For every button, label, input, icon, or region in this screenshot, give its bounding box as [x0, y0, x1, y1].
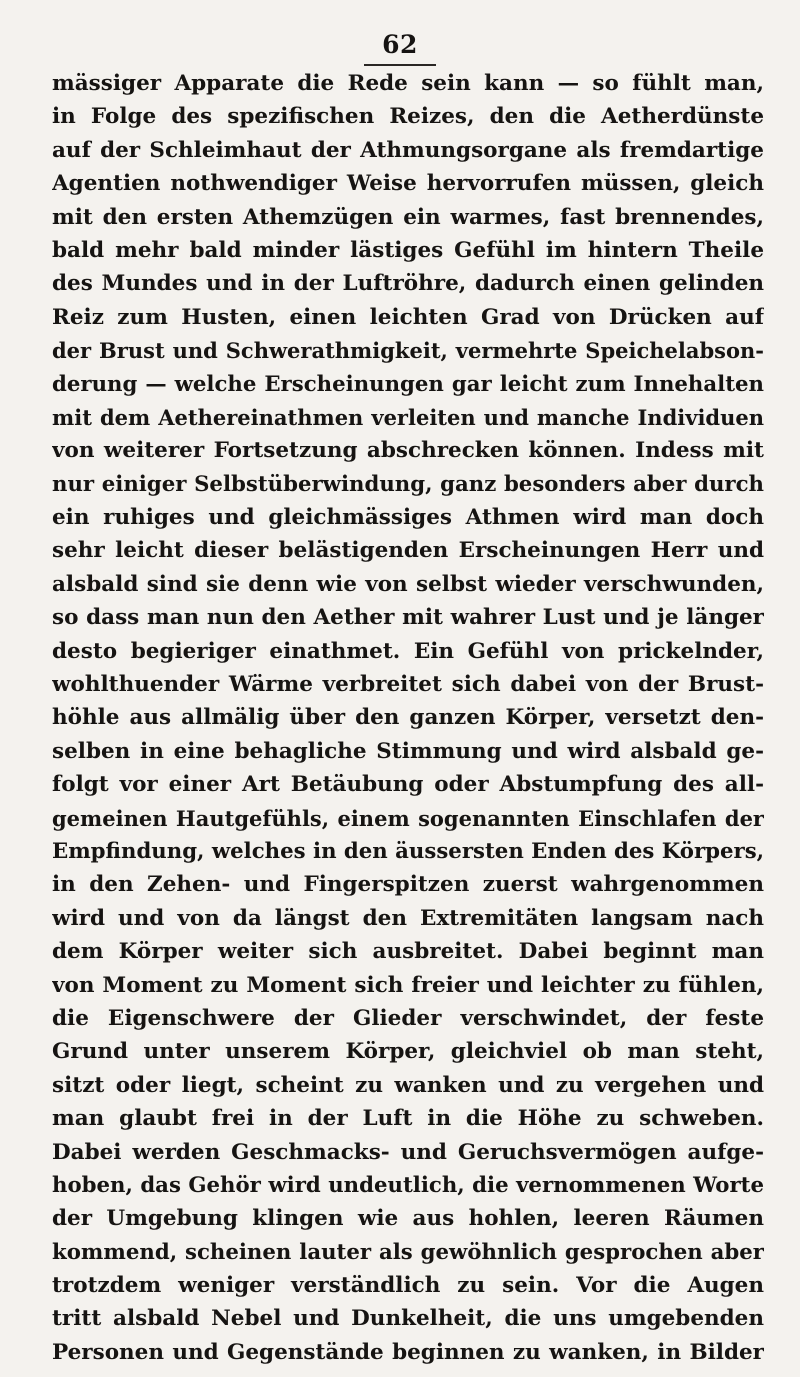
body-text [52, 67, 764, 1369]
text-line: Agentien nothwendiger Weise hervorrufen müssen, gleich [52, 171, 764, 197]
text-line: selben in eine behagliche Stimmung und wird alsbald ge- [52, 738, 764, 764]
text-line: desto begieriger einathmet. Ein Gefühl von prickelnder, [52, 638, 764, 664]
text-line: Empfindung, welches in den äussersten Enden des Körpers, [52, 838, 764, 864]
text-line: von Moment zu Moment sich freier und leichter zu fühlen, [52, 972, 764, 998]
text-line: der Umgebung klingen wie aus hohlen, leeren Räumen [52, 1206, 764, 1232]
text-line: so dass man nun den Aether mit wahrer Lust und je länger [52, 605, 764, 631]
text-line: sehr leicht dieser belästigenden Erscheinungen Herr und [52, 538, 764, 564]
text-line: gemeinen Hautgefühls, einem sogenannten Einschlafen der [52, 805, 764, 831]
text-line: Grund unter unserem Körper, gleichviel ob man steht, [52, 1039, 764, 1065]
text-line: folgt vor einer Art Betäubung oder Abstumpfung des all- [52, 772, 764, 798]
header-rule [364, 64, 436, 66]
text-line: der Brust und Schwerathmigkeit, vermehrte Speichelabson- [52, 338, 764, 364]
text-line: kommend, scheinen lauter als gewöhnlich gesprochen aber [52, 1239, 764, 1265]
text-line: in den Zehen- und Fingerspitzen zuerst wahrgenommen [52, 872, 764, 898]
text-line: trotzdem weniger verständlich zu sein. Vor die Augen [52, 1273, 764, 1299]
text-line: die Eigenschwere der Glieder verschwindet, der feste [52, 1005, 764, 1031]
text-line: wird und von da längst den Extremitäten langsam nach [52, 905, 764, 931]
text-line: Dabei werden Geschmacks- und Geruchsvermögen aufge- [52, 1139, 764, 1165]
text-line: in Folge des spezifischen Reizes, den die Aetherdünste [52, 104, 764, 130]
text-line: wohlthuender Wärme verbreitet sich dabei von der Brust- [52, 672, 764, 698]
text-line: derung — welche Erscheinungen gar leicht zum Innehalten [52, 371, 764, 397]
text-line: mit dem Aethereinathmen verleiten und manche Individuen [52, 404, 764, 430]
text-line: bald mehr bald minder lästiges Gefühl im hintern Theile [52, 237, 764, 263]
text-line: tritt alsbald Nebel und Dunkelheit, die uns umgebenden [52, 1306, 764, 1332]
text-line: nur einiger Selbstüberwindung, ganz besonders aber durch [52, 471, 764, 497]
text-line: hoben, das Gehör wird undeutlich, die vernommenen Worte [52, 1172, 764, 1198]
page-number: 62 [382, 30, 418, 59]
text-line: man glaubt frei in der Luft in die Höhe zu schweben. [52, 1106, 764, 1132]
text-line: sitzt oder liegt, scheint zu wanken und zu vergehen und [52, 1072, 764, 1098]
text-line: höhle aus allmälig über den ganzen Körper, versetzt den- [52, 705, 764, 731]
text-line: ein ruhiges und gleichmässiges Athmen wird man doch [52, 505, 764, 531]
text-line: alsbald sind sie denn wie von selbst wieder verschwunden, [52, 571, 764, 597]
text-line: Personen und Gegenstände beginnen zu wanken, in Bilder [52, 1339, 764, 1365]
text-line: des Mundes und in der Luftröhre, dadurch einen gelinden [52, 271, 764, 297]
text-line: Reiz zum Husten, einen leichten Grad von Drücken auf [52, 304, 764, 330]
text-line: mit den ersten Athemzügen ein warmes, fast brennendes, [52, 204, 764, 230]
text-line: mässiger Apparate die Rede sein kann — so fühlt man, [52, 71, 764, 96]
text-line: dem Körper weiter sich ausbreitet. Dabei beginnt man [52, 939, 764, 965]
text-line: auf der Schleimhaut der Athmungsorgane als fremdartige [52, 137, 764, 163]
text-line: von weiterer Fortsetzung abschrecken können. Indess mit [52, 438, 764, 464]
